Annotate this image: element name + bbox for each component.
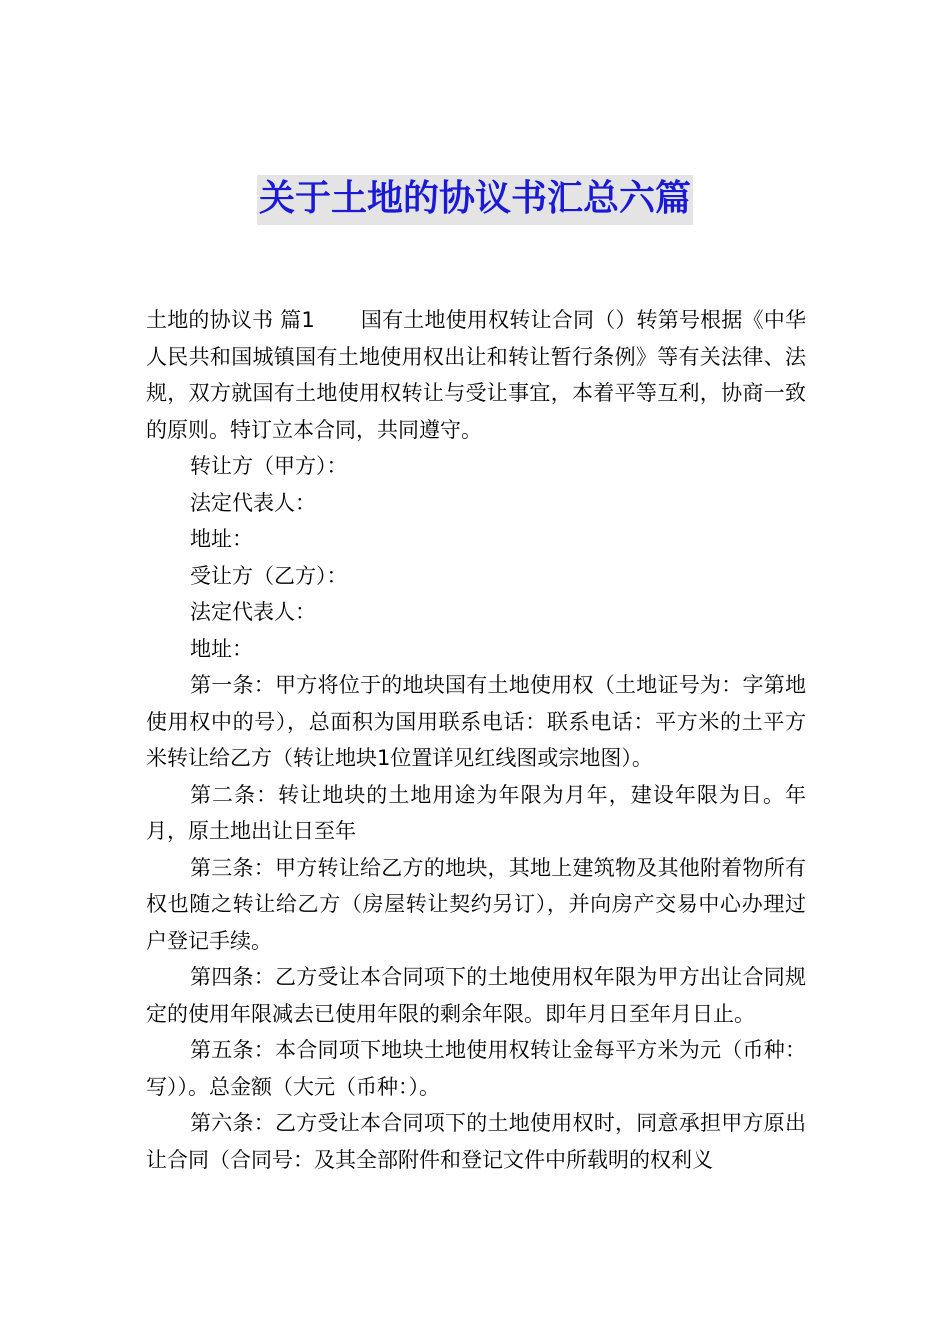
party-line: 转让方（甲方）： [190,454,348,478]
party-line: 受让方（乙方）： [190,563,348,588]
party-line: 地址： [190,636,253,661]
intro-paragraph [146,302,806,448]
article-paragraph: 第五条：本合同项下地块土地使用权转让金每平方米为元（币种：写））。总金额（大元（币种：）。 [146,1038,806,1099]
article-paragraph: 第四条：乙方受让本合同项下的土地使用权年限为甲方出让合同规定的使用年限减去已使用年限的剩余年限。即年月日至年月日止。 [146,965,806,1026]
intro-label: 土地的协议书 篇1 [146,308,315,332]
party-line: 法定代表人： [190,600,316,624]
party-line: 地址： [190,527,253,551]
document-title: 关于土地的协议书汇总六篇 [257,175,693,225]
title-container [0,175,950,225]
article-paragraph: 第六条：乙方受让本合同项下的土地使用权时，同意承担甲方原出让合同（合同号：及其全部附件和登记文件中所载明的权利义 [146,1111,806,1172]
intro-text: 国有土地使用权转让合同（）转第号根据《中华人民共和国城镇国有土地使用权出让和转让暂行条例》等有关法律、法规，双方就国有土地使用权转让与受让事宜，本着平等互利，协商一致的原则。特订立本合同，共同遵守。 [146,308,806,442]
party-line: 法定代表人： [190,490,316,515]
article-paragraph: 第三条：甲方转让给乙方的地块，其地上建筑物及其他附着物所有权也随之转让给乙方（房屋转让契约另订），并向房产交易中心办理过户登记手续。 [146,855,806,953]
article-paragraph: 第二条：转让地块的土地用途为年限为月年，建设年限为日。年月，原土地出让日至年 [146,782,806,843]
document-body [146,302,806,1178]
article-paragraph: 第一条：甲方将位于的地块国有土地使用权（土地证号为：字第地使用权中的号），总面积为国用联系电话：联系电话：平方米的土平方米转让给乙方（转让地块1位置详见红线图或宗地图）。 [146,673,806,770]
